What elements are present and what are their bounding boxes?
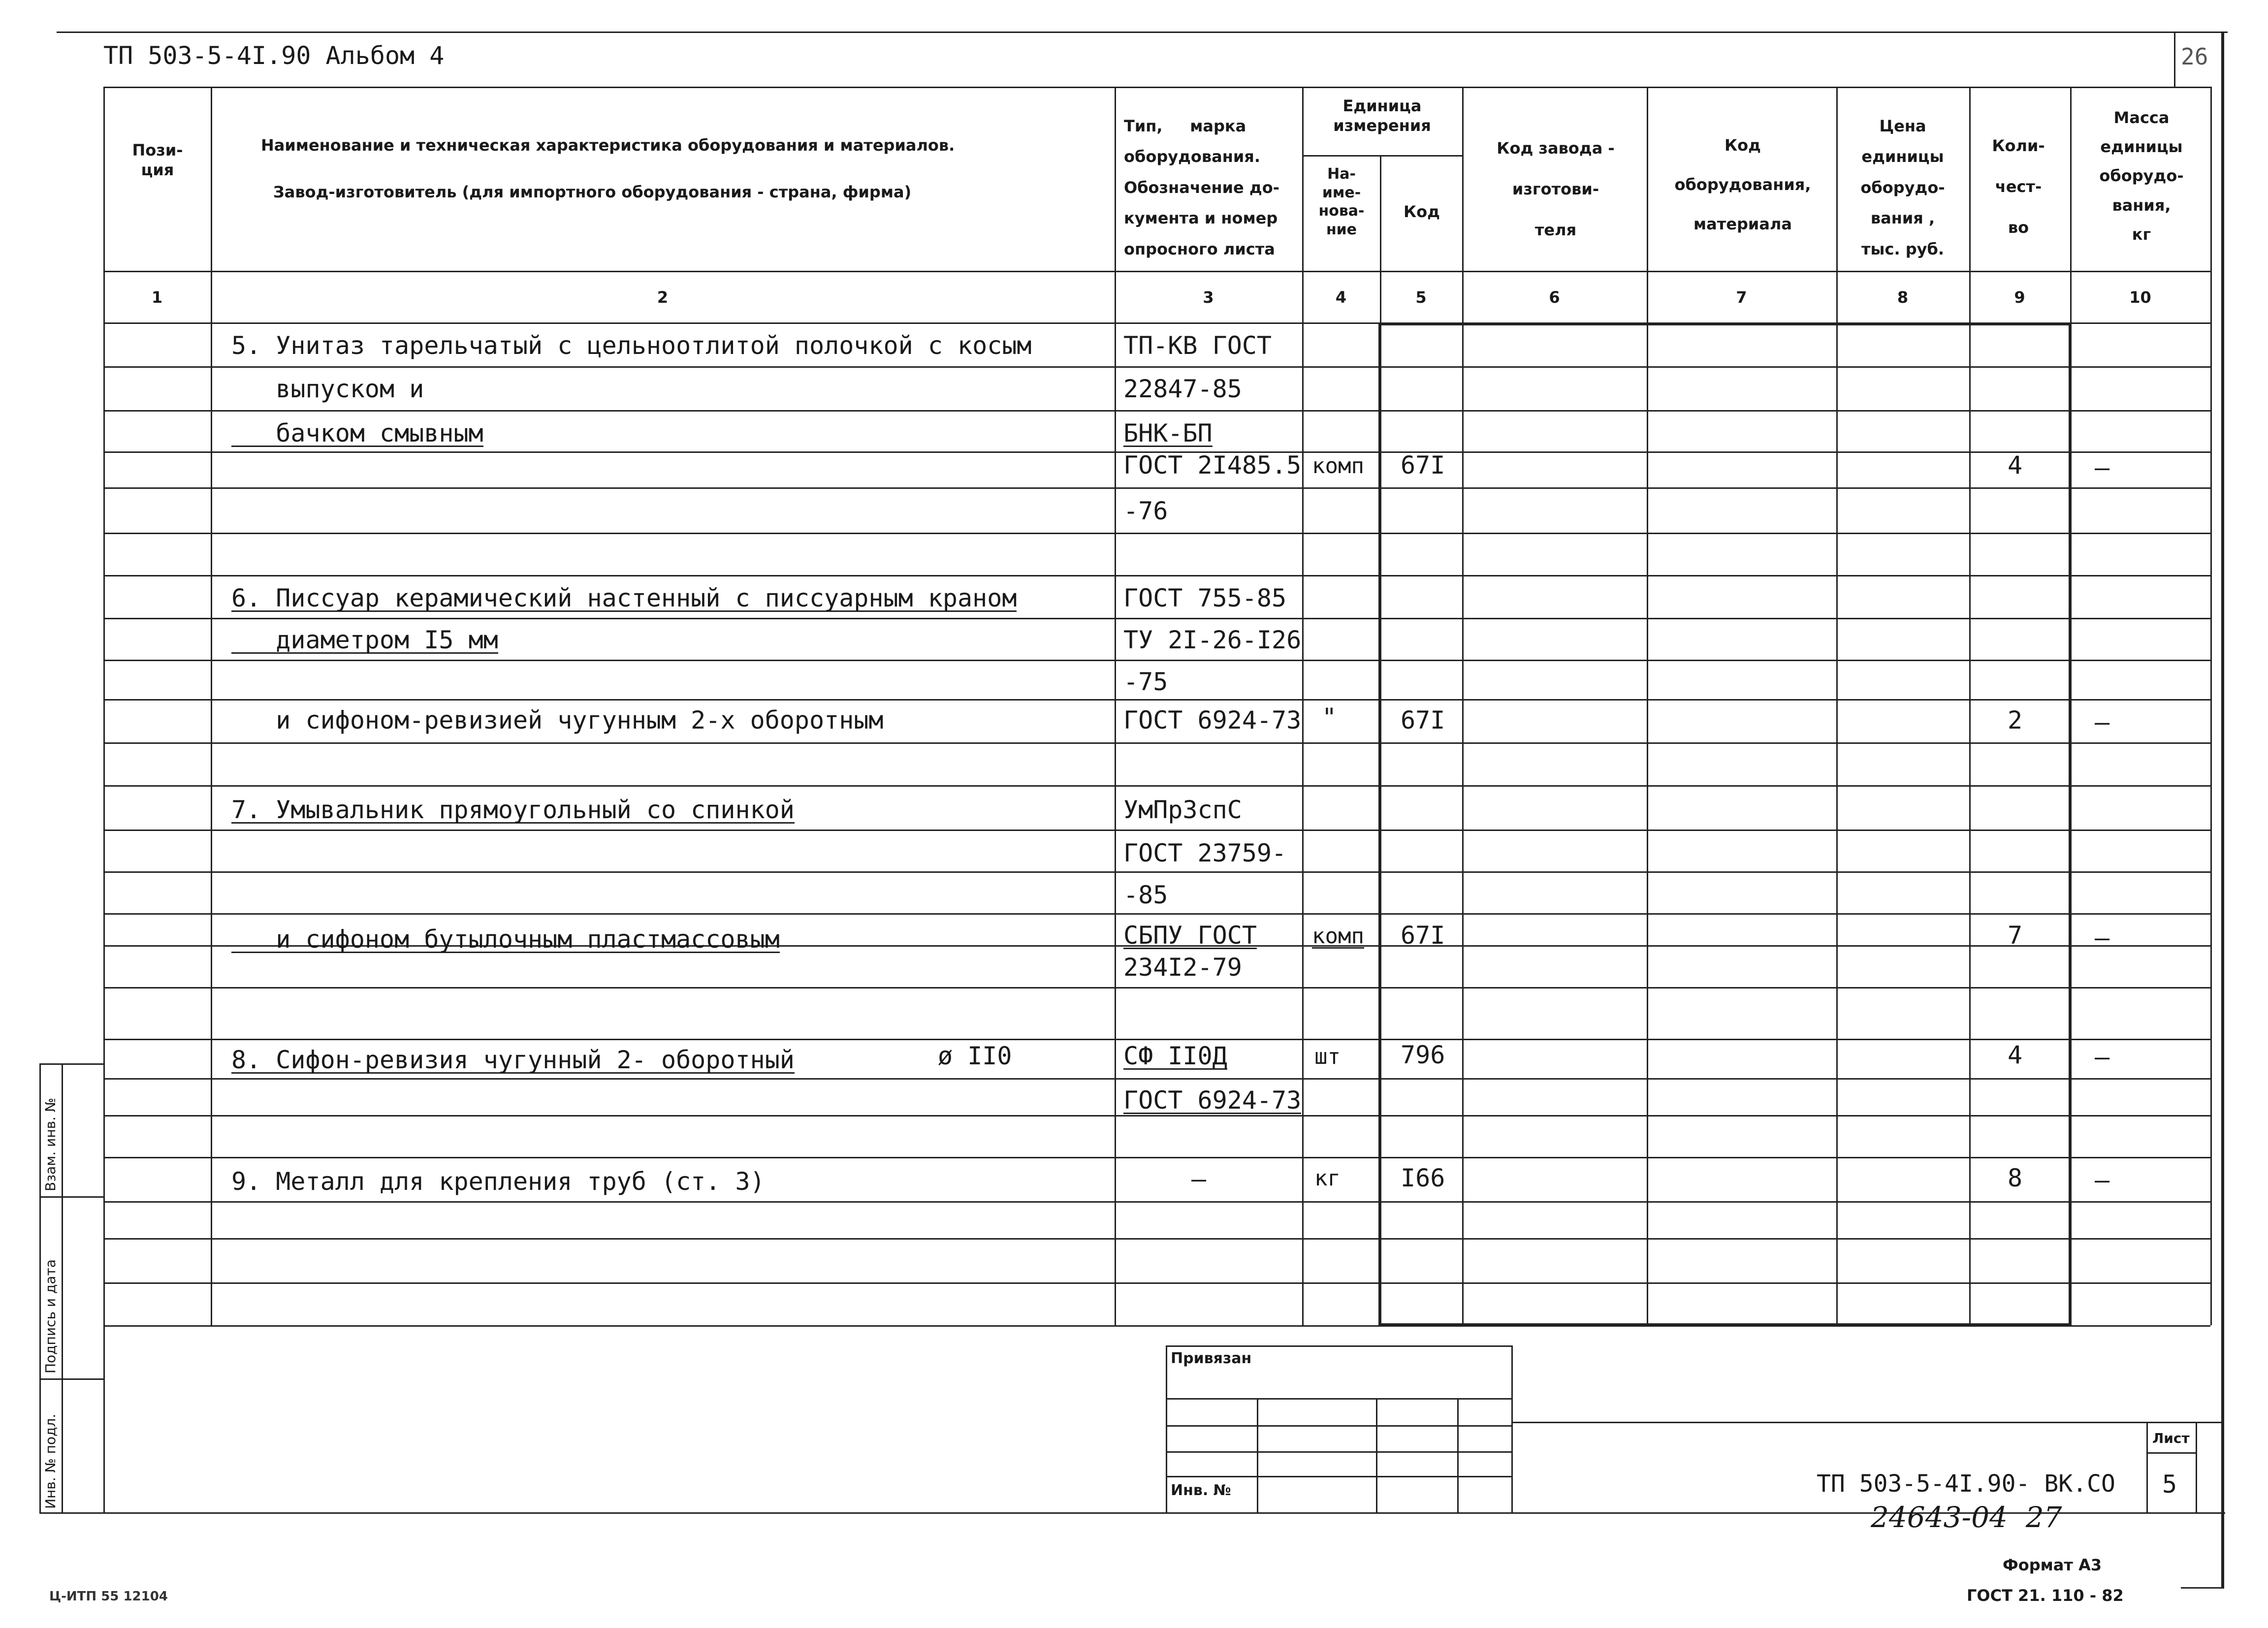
side-strip-line xyxy=(39,1378,103,1380)
item-text: и сифоном бутылочным пластмассовым xyxy=(231,925,780,954)
col-line-7 xyxy=(1836,87,1838,1325)
col-number-3: 3 xyxy=(1203,288,1214,307)
row-line xyxy=(103,1039,2210,1040)
item-type: ТУ 2I-26-I26 xyxy=(1123,626,1302,654)
item-type: 22847-85 xyxy=(1123,375,1242,403)
sheet-box-mid xyxy=(2146,1452,2196,1454)
item-quantity: 7 xyxy=(2008,921,2023,950)
inv-no-label: Инв. № xyxy=(1171,1482,1231,1499)
item-code: I66 xyxy=(1401,1164,1445,1192)
row-line xyxy=(103,1201,2210,1203)
col-number-8: 8 xyxy=(1897,288,1909,307)
col-line-3 xyxy=(1302,87,1304,1325)
col-number-1: 1 xyxy=(151,288,163,307)
col-number-7: 7 xyxy=(1736,288,1747,307)
header-quantity: Коли- чест- во xyxy=(1992,136,2045,237)
item-type: БНК-БП xyxy=(1123,419,1213,447)
item-type: ГОСТ 2I485.5 xyxy=(1123,451,1302,479)
privyazan-left xyxy=(1166,1345,1167,1512)
item-text: выпуском и xyxy=(231,375,424,403)
item-code: 796 xyxy=(1401,1041,1445,1069)
item-text: 9. Металл для крепления труб (ст. 3) xyxy=(231,1167,765,1196)
row-line xyxy=(103,987,2210,989)
top-frame-line xyxy=(57,32,2228,33)
item-mass: – xyxy=(2095,708,2110,736)
col-number-6: 6 xyxy=(1549,288,1560,307)
item-type: СБПУ ГОСТ xyxy=(1123,921,1257,950)
header-unit: Единица измерения xyxy=(1333,96,1431,135)
item-text: и сифоном-ревизией чугунным 2-х оборотным xyxy=(231,706,884,734)
right-frame-line xyxy=(2221,32,2224,1587)
side-label-podpis: Подпись и дата xyxy=(42,1259,59,1373)
header-unit-code: Код xyxy=(1404,202,1440,221)
header-position: Пози- ция xyxy=(132,141,183,179)
privyazan-label: Привязан xyxy=(1171,1350,1252,1367)
side-strip-left xyxy=(39,1063,41,1512)
item-unit: комп xyxy=(1312,924,1364,949)
item-unit: " xyxy=(1322,703,1337,732)
item-text: 5. Унитаз тарельчатый с цельноотлитой полочкой с косым xyxy=(231,331,1032,360)
header-name-line2: Завод-изготовитель (для импортного оборудования - страна, фирма) xyxy=(273,183,912,201)
print-stamp: Ц-ИТП 55 12104 xyxy=(49,1589,168,1604)
item-text: 8. Сифон-ревизия чугунный 2- оборотный xyxy=(231,1046,795,1074)
header-unit-name: На- име- нова- ние xyxy=(1318,165,1365,238)
page-corner-number: 26 xyxy=(2181,43,2208,70)
item-type: ГОСТ 6924-73 xyxy=(1123,706,1302,734)
item-unit: комп xyxy=(1312,453,1364,479)
privyazan-right xyxy=(1511,1345,1513,1512)
item-type: 234I2-79 xyxy=(1123,953,1242,982)
unit-sub-line xyxy=(1302,155,1462,157)
header-mass: Масса единицы оборудо- вания, кг xyxy=(2099,108,2184,244)
header-price: Цена единицы оборудо- вания , тыс. руб. xyxy=(1860,117,1945,258)
item-type: УмПрЗспС xyxy=(1123,796,1242,824)
table-top-line xyxy=(103,87,2210,88)
row-line xyxy=(103,410,2210,412)
col-line-6 xyxy=(1647,87,1648,1325)
side-label-vzam: Взам. инв. № xyxy=(42,1097,59,1191)
header-name-line1: Наименование и техническая характеристика оборудования и материалов. xyxy=(261,136,955,155)
privyazan-col xyxy=(1376,1398,1377,1512)
col-number-4: 4 xyxy=(1335,288,1347,307)
col-line-10 xyxy=(2210,87,2212,1325)
item-mass: – xyxy=(2095,1166,2110,1194)
sheet-number: 5 xyxy=(2162,1470,2177,1499)
item-mass: – xyxy=(2095,453,2110,482)
row-line xyxy=(103,830,2210,831)
item-type: ГОСТ 23759- xyxy=(1123,839,1287,867)
row-line xyxy=(103,618,2210,619)
item-quantity: 4 xyxy=(2008,1041,2023,1069)
row-line xyxy=(103,1157,2210,1158)
row-line xyxy=(103,699,2210,701)
row-line xyxy=(103,1325,2210,1327)
item-code: 67I xyxy=(1401,706,1445,734)
item-unit: шт xyxy=(1314,1044,1341,1069)
side-label-inv-podl: Инв. № подл. xyxy=(42,1413,59,1509)
header-factory-code: Код завода - изготови- теля xyxy=(1497,139,1615,240)
item-type: -85 xyxy=(1123,881,1168,909)
row-line xyxy=(103,1282,2210,1284)
row-line xyxy=(103,533,2210,534)
title-block-line xyxy=(1511,1422,2223,1423)
col-line-0 xyxy=(103,87,105,1512)
item-type: -76 xyxy=(1123,497,1168,525)
col-line-4 xyxy=(1378,322,1381,1325)
col-line-4-head xyxy=(1380,155,1381,322)
privyazan-top xyxy=(1166,1345,1513,1347)
item-quantity: 2 xyxy=(2008,706,2023,734)
col-number-2: 2 xyxy=(657,288,669,307)
row-line xyxy=(103,366,2210,368)
col-number-9: 9 xyxy=(2014,288,2025,307)
item-code: 67I xyxy=(1401,451,1445,479)
privyazan-line xyxy=(1166,1425,1513,1427)
item-text: 6. Писсуар керамический настенный с писсуарным краном xyxy=(231,584,1017,612)
row-line xyxy=(103,1238,2210,1240)
privyazan-line xyxy=(1166,1476,1513,1477)
item-text: диаметром I5 мм xyxy=(231,626,498,654)
item-type: СФ II0Д xyxy=(1123,1042,1227,1070)
side-strip-line xyxy=(39,1196,103,1198)
item-code: 67I xyxy=(1401,921,1445,950)
row-line xyxy=(103,871,2210,873)
row-line xyxy=(103,487,2210,489)
item-diameter: ø II0 xyxy=(938,1042,1012,1070)
col-number-5: 5 xyxy=(1415,288,1427,307)
side-strip-inner xyxy=(62,1063,63,1512)
col-line-5 xyxy=(1462,87,1464,1325)
body-top-thick xyxy=(1378,322,2072,325)
privyazan-line xyxy=(1166,1398,1513,1400)
row-line xyxy=(103,1078,2210,1080)
document-title: ТП 503-5-4I.90 Альбом 4 xyxy=(103,41,445,70)
item-mass: – xyxy=(2095,1043,2110,1071)
format-label: Формат А3 xyxy=(2003,1556,2102,1574)
header-bottom-line xyxy=(103,271,2210,272)
header-type: Тип, марка оборудования. Обозначение до- кумента и номер опросного листа xyxy=(1124,117,1279,258)
item-mass: – xyxy=(2095,924,2110,952)
sheet-box-right xyxy=(2196,1422,2197,1512)
item-type: ГОСТ 755-85 xyxy=(1123,584,1287,612)
row-line xyxy=(103,660,2210,661)
item-quantity: 4 xyxy=(2008,451,2023,479)
sheet-label: Лист xyxy=(2152,1430,2190,1446)
item-text: 7. Умывальник прямоугольный со спинкой xyxy=(231,796,795,824)
row-line xyxy=(103,1115,2210,1117)
col-line-1 xyxy=(211,87,212,1325)
col-line-2 xyxy=(1115,87,1116,1325)
item-type: – xyxy=(1191,1165,1207,1193)
privyazan-col xyxy=(1257,1398,1258,1512)
document-code: ТП 503-5-4I.90- ВК.СО xyxy=(1817,1470,2115,1498)
col-line-9 xyxy=(2069,322,2072,1325)
item-type: ТП-КВ ГОСТ xyxy=(1123,331,1272,360)
row-line xyxy=(103,785,2210,787)
handwritten-number: 24643-04 27 xyxy=(1871,1500,2062,1534)
gost-label: ГОСТ 21. 110 - 82 xyxy=(1967,1586,2124,1605)
corner-box-line xyxy=(2174,32,2175,87)
col-number-10: 10 xyxy=(2129,288,2151,307)
side-strip-line xyxy=(39,1063,103,1065)
header-equipment-code: Код оборудования, материала xyxy=(1674,136,1811,233)
row-line xyxy=(103,913,2210,915)
row-line xyxy=(103,575,2210,576)
sheet-box-left xyxy=(2146,1422,2148,1512)
item-type: ГОСТ 6924-73 xyxy=(1123,1086,1302,1115)
item-type: -75 xyxy=(1123,668,1168,696)
row-line xyxy=(103,742,2210,744)
item-quantity: 8 xyxy=(2008,1164,2023,1192)
col-line-9-head xyxy=(2070,87,2072,322)
item-text: бачком смывным xyxy=(231,419,483,447)
bottom-right-frame xyxy=(2181,1587,2224,1589)
col-line-8 xyxy=(1969,87,1971,1325)
privyazan-line xyxy=(1166,1451,1513,1453)
item-unit: кг xyxy=(1314,1166,1341,1191)
privyazan-col xyxy=(1457,1398,1459,1512)
